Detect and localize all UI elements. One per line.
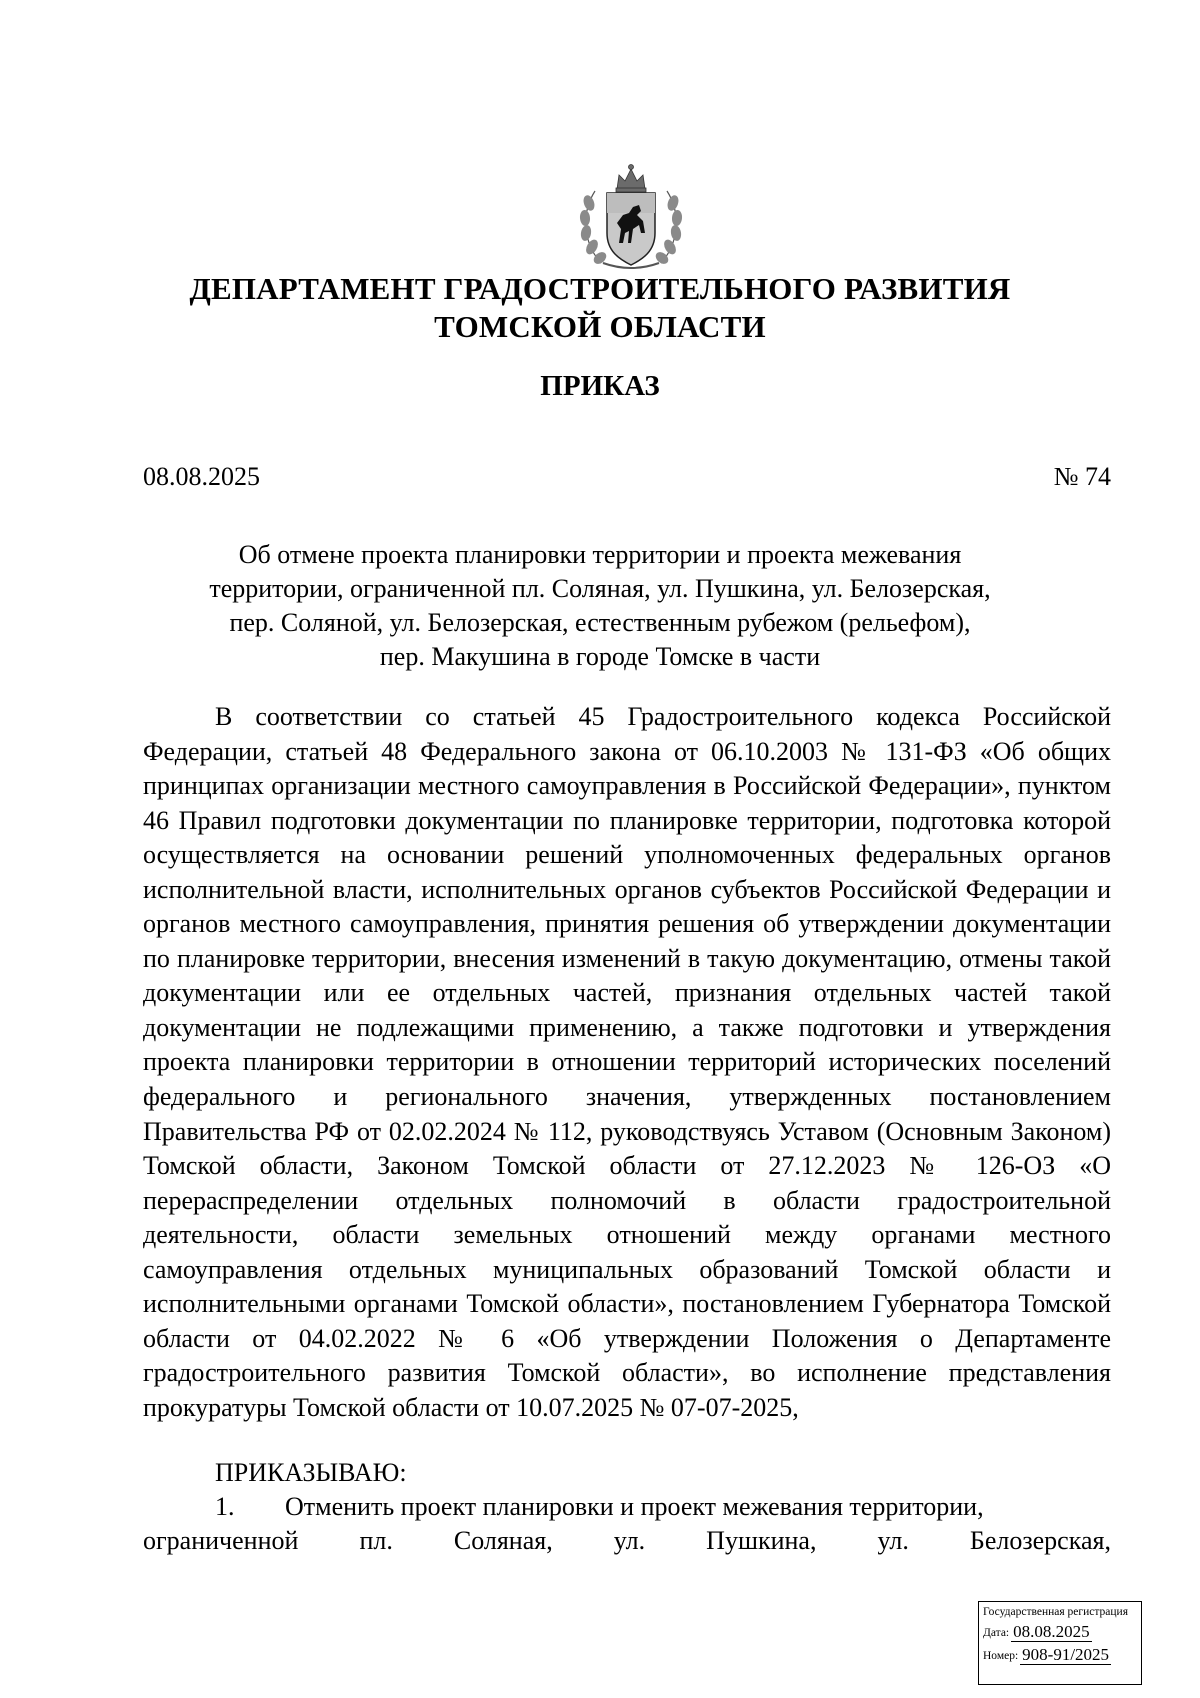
continuation-word: ул.	[613, 1526, 646, 1555]
registration-number-row	[983, 1646, 1137, 1665]
department-name-line-1: ДЕПАРТАМЕНТ ГРАДОСТРОИТЕЛЬНОГО РАЗВИТИЯ	[189, 271, 1011, 306]
preamble-paragraph: В соответствии со статьей 45 Градостроительного кодекса Российской Федерации, статьей 48 Федерального закона от 06.10.2003 № 131-ФЗ «Об общих принципах организации местного самоуправления в Российской Федерации», пунктом 46 Правил подготовки документации по планировке территории, подготовка которой осуществляется на основании решений уполномоченных федеральных органов исполнительной власти, исполнительных органов субъектов Российской Федерации и органов местного самоуправления, принятия решения об утверждении документации по планировке территории, внесения изменений в такую документацию, отмены такой документации или ее отдельных частей, признания отдельных частей такой документации не подлежащими применению, а также подготовки и утверждения проекта планировки территории в отношении территорий исторических поселений федерального и регионального значения, утвержденных постановлением Правительства РФ от 02.02.2024 № 112, руководствуясь Уставом (Основным Законом) Томской области, Законом Томской области от 27.12.2023 № 126-ОЗ «О перераспределении отдельных полномочий в области градостроительной деятельности, области земельных отношений между органами местного самоуправления отдельных муниципальных образований Томской области и исполнительными органами Томской области», постановлением Губернатора Томской области от 04.02.2022 № 6 «Об утверждении Положения о Департаменте градостроительного развития Томской области», во исполнение представления прокуратуры Томской области от 10.07.2025 № 07-07-2025,	[143, 702, 1111, 1422]
order-item-1-continuation	[143, 1524, 1111, 1558]
subject-line: Об отмене проекта планировки территории и проекта межевания	[238, 540, 962, 569]
subject-line: пер. Соляной, ул. Белозерская, естественным рубежом (рельефом),	[229, 608, 971, 637]
tomsk-oblast-coat-of-arms-icon	[573, 163, 689, 273]
registration-stamp	[978, 1601, 1142, 1685]
subject-line: пер. Макушина в городе Томске в части	[379, 642, 821, 671]
order-item-1	[143, 1490, 1111, 1524]
orders-label: ПРИКАЗЫВАЮ:	[215, 1458, 407, 1487]
registration-date-value: 08.08.2025	[1013, 1622, 1090, 1641]
continuation-word: Белозерская,	[969, 1526, 1111, 1555]
department-name-line-2: ТОМСКОЙ ОБЛАСТИ	[434, 309, 766, 344]
document-number: № 74	[1053, 462, 1111, 491]
registration-number-value: 908-91/2025	[1022, 1645, 1110, 1664]
registration-date-row	[983, 1623, 1137, 1642]
continuation-word: Пушкина,	[706, 1526, 817, 1555]
continuation-word: Соляная,	[453, 1526, 553, 1555]
document-type-title: ПРИКАЗ	[540, 370, 660, 402]
continuation-word: ограниченной	[143, 1526, 299, 1555]
document-date: 08.08.2025	[143, 462, 260, 491]
registration-title: Государственная регистрация	[983, 1606, 1128, 1618]
registration-number-label: Номер:	[983, 1650, 1019, 1662]
order-item-text: Отменить проект планировки и проект межевания территории,	[285, 1492, 984, 1521]
continuation-word: пл.	[359, 1526, 393, 1555]
subject-line: территории, ограниченной пл. Соляная, ул. Пушкина, ул. Белозерская,	[209, 574, 991, 603]
order-item-number: 1.	[215, 1492, 235, 1521]
registration-date-label: Дата:	[983, 1627, 1010, 1639]
continuation-word: ул.	[877, 1526, 909, 1555]
